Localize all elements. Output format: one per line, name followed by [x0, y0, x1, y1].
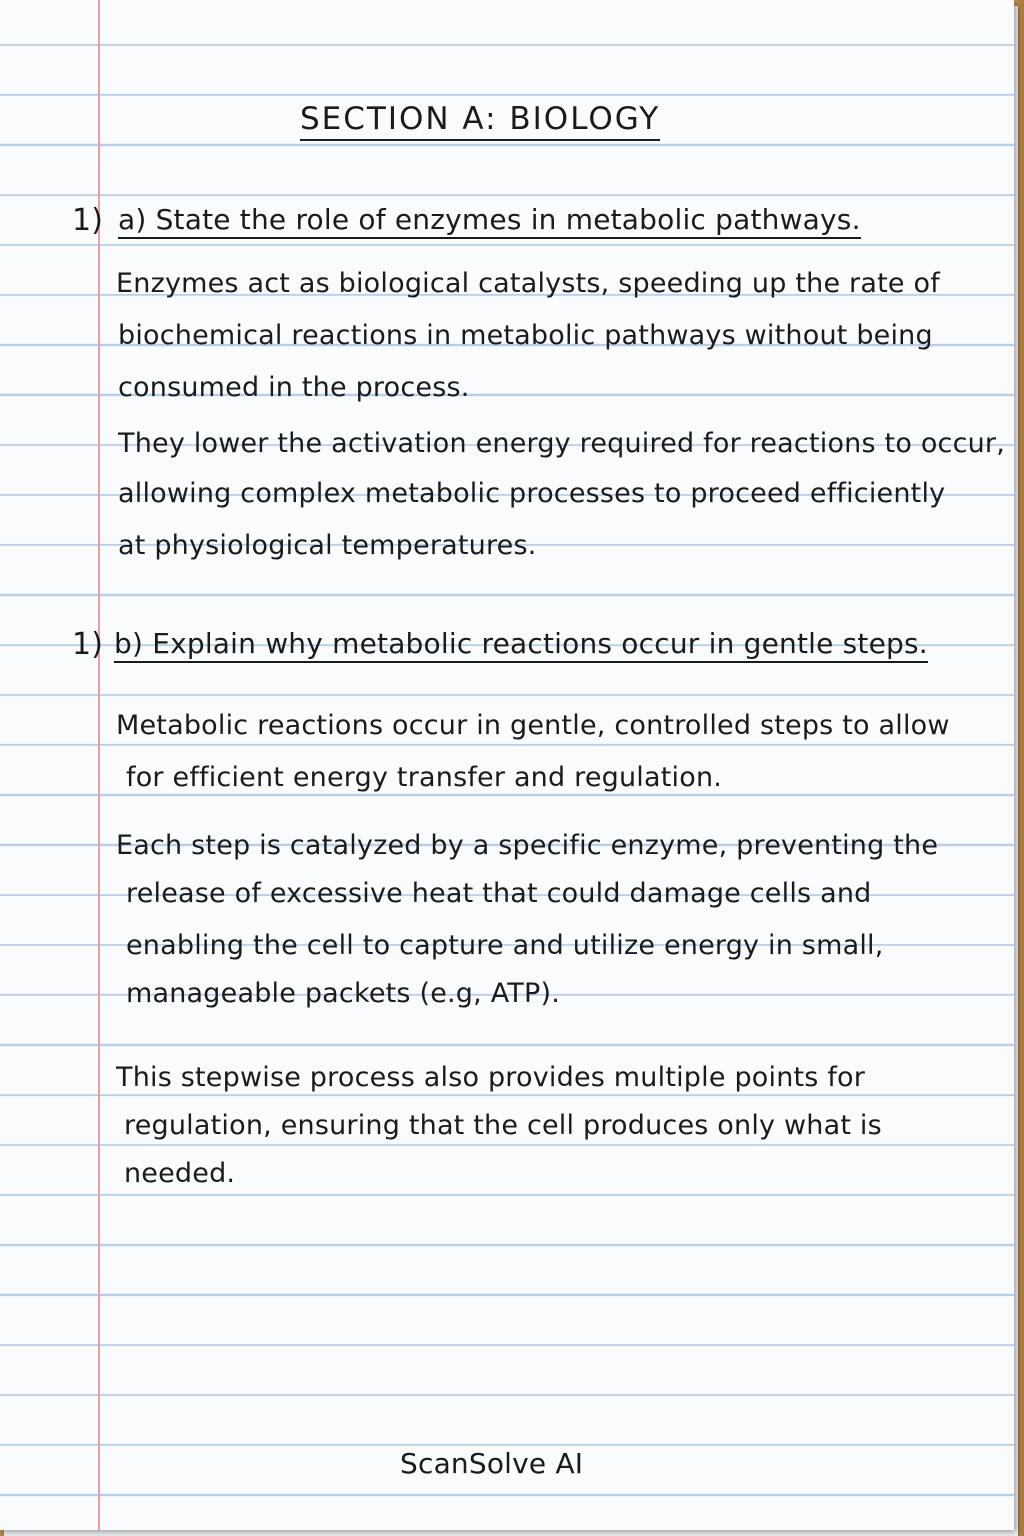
question-1b-text: b) Explain why metabolic reactions occur in gentle steps. — [114, 630, 928, 663]
question-1a-number: 1) — [72, 203, 104, 238]
page-title: SECTION A: BIOLOGY — [300, 104, 660, 141]
answer-1a-line-1: Enzymes act as biological catalysts, speeding up the rate of — [116, 268, 940, 299]
answer-1b-line-9: needed. — [124, 1158, 236, 1189]
answer-1b-line-7: This stepwise process also provides multiple points for — [116, 1062, 866, 1093]
answer-1a-line-4: They lower the activation energy required for reactions to occur, — [118, 428, 1006, 459]
answer-1b-line-4: release of excessive heat that could damage cells and — [126, 878, 872, 909]
question-1b-number: 1) — [72, 627, 104, 662]
answer-1b-line-6: manageable packets (e.g, ATP). — [126, 978, 560, 1009]
answer-1b-line-1: Metabolic reactions occur in gentle, controlled steps to allow — [116, 710, 950, 741]
question-1a-text: a) State the role of enzymes in metabolic pathways. — [118, 206, 861, 239]
answer-1b-line-2: for efficient energy transfer and regulation. — [126, 762, 723, 793]
answer-1b-line-5: enabling the cell to capture and utilize energy in small, — [126, 930, 884, 961]
answer-1b-line-8: regulation, ensuring that the cell produces only what is — [124, 1110, 882, 1141]
answer-1a-line-6: at physiological temperatures. — [118, 530, 537, 561]
answer-1a-line-5: allowing complex metabolic processes to proceed efficiently — [118, 478, 946, 509]
answer-1a-line-3: consumed in the process. — [118, 372, 470, 403]
answer-1a-line-2: biochemical reactions in metabolic pathways without being — [118, 320, 933, 351]
answer-1b-line-3: Each step is catalyzed by a specific enzyme, preventing the — [116, 830, 939, 861]
footer-signature: ScanSolve AI — [400, 1447, 584, 1480]
